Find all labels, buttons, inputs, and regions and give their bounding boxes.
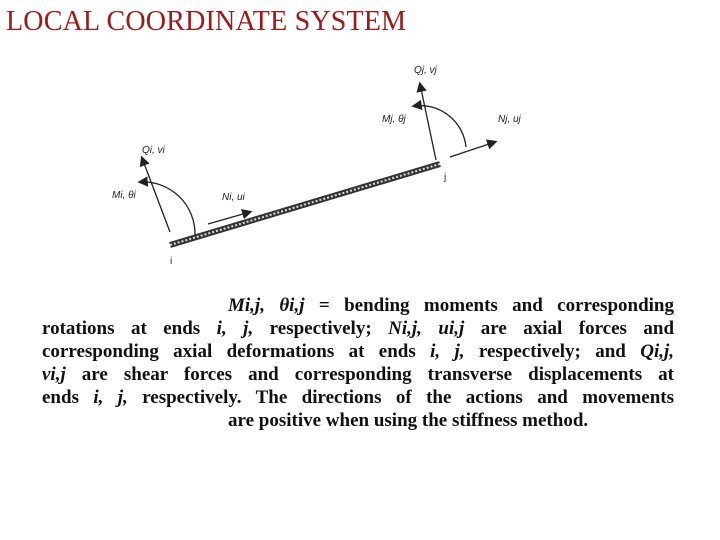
- definition-line-3: corresponding axial deformations at ends i, j, respectively; and Qi,j,: [42, 341, 675, 362]
- beam-member: [170, 164, 440, 245]
- axial-arrow-j: [450, 142, 495, 157]
- beam-element-diagram: [100, 52, 560, 277]
- label-node-i: i: [170, 256, 173, 267]
- label-node-j: j: [444, 172, 447, 183]
- shear-arrow-i: [142, 158, 170, 232]
- definition-line-6: are positive when using the stiffness method.: [228, 410, 589, 431]
- moment-arc-j: [414, 106, 466, 147]
- definition-paragraph: [42, 294, 674, 432]
- label-mj-theta-j: Mj, θj: [382, 114, 406, 125]
- shear-arrow-j: [420, 84, 436, 160]
- label-qj-vj: Qj, vj: [414, 65, 437, 76]
- label-qi-vi: Qi, vi: [142, 145, 165, 156]
- definition-line-2: rotations at ends i, j, respectively; Ni,j, ui,j are axial forces and: [42, 318, 675, 339]
- definition-line-1: Mi,j, θi,j = bending moments and corresponding: [228, 295, 674, 316]
- definition-line-4: vi,j are shear forces and corresponding transverse displacements at: [42, 364, 675, 385]
- label-mi-theta-i: Mi, θi: [112, 190, 136, 201]
- label-nj-uj: Nj, uj: [498, 114, 521, 125]
- definition-line-5: ends i, j, respectively. The directions of the actions and movements: [42, 387, 675, 408]
- label-ni-ui: Ni, ui: [222, 192, 245, 203]
- slide-title: LOCAL COORDINATE SYSTEM: [6, 6, 407, 37]
